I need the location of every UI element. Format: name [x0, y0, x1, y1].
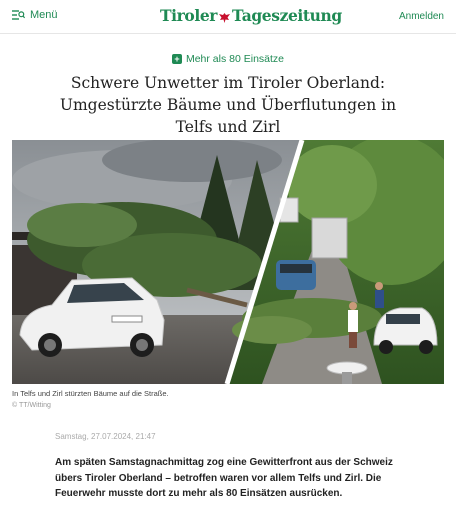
article-headline: Schwere Unwetter im Tiroler Oberland: Umgestürzte Bäume und Überflutungen in Telfs und Zirl	[59, 74, 397, 136]
menu-icon	[12, 10, 25, 20]
related-badge[interactable]	[0, 53, 456, 65]
badge-label: Mehr als 80 Einsätze	[185, 53, 285, 65]
top-bar	[0, 0, 456, 34]
photo-credit: © TT/Witting	[12, 402, 51, 409]
article-date: Samstag, 27.07.2024, 21:47	[55, 432, 156, 441]
site-logo[interactable]	[160, 6, 342, 25]
article-lead: Am späten Samstagnachmittag zog eine Gewitterfront aus der Schweiz übers Tiroler Oberland – betroffen waren vor allem Telfs und Zirl. Die Feuerwehr musste dort zu mehr als 80 Einsätzen ausrücken.	[55, 457, 393, 499]
photo-caption: In Telfs und Zirl stürzten Bäume auf die Straße.	[12, 389, 169, 398]
menu-button[interactable]	[12, 9, 58, 21]
login-link[interactable]: Anmelden	[398, 11, 444, 22]
eagle-logo-icon	[218, 9, 231, 22]
logo-text-right: Tageszeitung	[232, 6, 342, 25]
menu-label: Menü	[30, 9, 58, 21]
article-photo[interactable]	[12, 140, 444, 384]
plus-icon: +	[172, 54, 182, 64]
logo-text-left: Tiroler	[160, 6, 218, 25]
